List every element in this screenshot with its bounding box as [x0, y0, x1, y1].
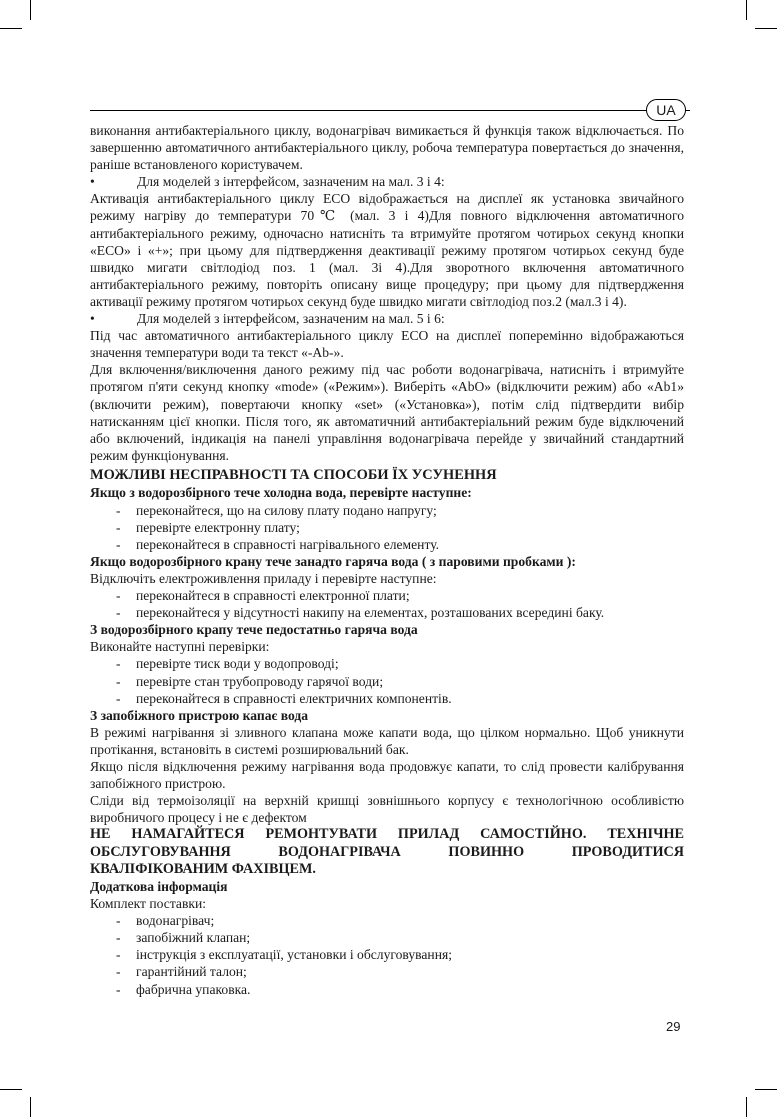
paragraph: Відключіть електроживлення приладу і перевірте наступне: — [90, 570, 437, 586]
paragraph: Якщо після відключення режиму нагрівання вода продовжує капати, то слід провести калібрування запобіжного пристрою. — [90, 758, 684, 792]
list-item: - фабрична упаковка. — [90, 981, 684, 998]
dash-list — [90, 587, 684, 621]
list-item: - перевірте стан трубопроводу гарячої води; — [90, 673, 684, 690]
subheading: З водорозбірного крапу тече педостатньо гаряча вода — [90, 622, 418, 638]
list-item: - гарантійний талон; — [90, 963, 684, 980]
paragraph: В режимі нагрівання зі зливного клапана може капати вода, що цілком нормально. Щоб уникнути протікання, встановіть в системі розширювальний бак. — [90, 724, 684, 757]
subheading: З запобіжного пристрою капає вода — [90, 707, 309, 723]
list-item: - переконайтеся, що на силову плату подано напругу; — [90, 502, 684, 519]
list-item: - запобіжний клапан; — [90, 929, 684, 946]
crop-mark — [746, 1097, 747, 1117]
list-item: - перевірте тиск води у водопроводі; — [90, 655, 684, 672]
paragraph: Для включення/виключення даного режиму під час роботи водонагрівача, натисніть і втримуйте протягом п'яти секунд кнопку «mode» («Режим»). Виберіть «AbO» (відключити режим) або «Ab1» (включити режим), повертаючи кнопку «set» («Установка»), потім слід підтвердити вибір натисканням цієї кнопки. Після того, як автоматичний антибактеріальний режим буде відключений або включений, індикація на панелі управління водонагрівача перейде у звичайний стандартний режим функціонування. — [90, 362, 684, 463]
bullet-marker: • — [90, 174, 95, 190]
list-item: - переконайтеся у відсутності накипу на елементах, розташованих всередині баку. — [90, 604, 684, 621]
bullet-paragraph — [90, 173, 684, 190]
subheading: Додаткова інформація — [90, 878, 228, 894]
bullet-paragraph — [90, 310, 684, 327]
paragraph: виконання антибактеріального циклу, водонагрівач вимикається й функція також відключається. По завершенню автоматичного антибактеріального циклу, робоча температура повертається до значення, раніше встановленого користувачем. — [90, 123, 684, 173]
paragraph: Виконайте наступні перевірки: — [90, 639, 270, 655]
header-rule — [90, 110, 690, 111]
language-badge: UA — [646, 99, 686, 121]
crop-mark — [755, 28, 777, 29]
crop-mark — [0, 1089, 22, 1090]
list-item: - переконайтеся в справності електричних компонентів. — [90, 690, 684, 707]
list-item: - перевірте електронну плату; — [90, 519, 684, 536]
section-heading: МОЖЛИВІ НЕСПРАВНОСТІ ТА СПОСОБИ ЇХ УСУНЕННЯ — [90, 466, 497, 483]
dash-list — [90, 912, 684, 997]
list-item: - переконайтеся в справності нагрівального елементу. — [90, 536, 684, 553]
bullet-text: Для моделей з інтерфейсом, зазначеним на мал. 3 і 4: — [137, 174, 445, 190]
bullet-marker: • — [90, 311, 95, 327]
warning-notice: НЕ НАМАГАЙТЕСЯ РЕМОНТУВАТИ ПРИЛАД САМОСТІЙНО. ТЕХНІЧНЕ ОБСЛУГОВУВАННЯ ВОДОНАГРІВАЧА ПОВИННО ПРОВОДИТИСЯ КВАЛІФІКОВАНИМ ФАХІВЦЕМ. — [90, 826, 684, 877]
list-item: - інструкція з експлуатації, установки і обслуговування; — [90, 946, 684, 963]
bullet-text: Для моделей з інтерфейсом, зазначеним на мал. 5 і 6: — [137, 311, 445, 327]
paragraph: Під час автоматичного антибактеріального циклу ECO на дисплеї поперемінно відображаються значення температури води та текст «-Ab-». — [90, 328, 684, 361]
dash-list — [90, 502, 684, 553]
list-item: - переконайтеся в справності електронної плати; — [90, 587, 684, 604]
paragraph: Комплект поставки: — [90, 896, 207, 912]
dash-list — [90, 655, 684, 706]
crop-mark — [0, 28, 22, 29]
crop-mark — [746, 0, 747, 20]
list-item: - водонагрівач; — [90, 912, 684, 929]
crop-mark — [30, 0, 31, 20]
page-body — [90, 122, 684, 998]
paragraph: Сліди від термоізоляції на верхній кришці зовнішнього корпусу є технологічною особливістю виробничого процесу і не є дефектом — [90, 793, 684, 826]
crop-mark — [755, 1089, 777, 1090]
paragraph: Активація антибактеріального циклу ECO відображається на дисплеї як установка звичайного режиму нагріву до температури 70℃ (мал. 3 і 4)Для повного відключення автоматичного антибактеріального режиму, одночасно натисніть та втримуйте протягом чотирьох секунд кнопки «ECO» і «+»; при цьому для підтвердження деактивації режиму протягом чотирьох секунд буде швидко мигати світлодіод поз. 1 (мал. 3і 4).Для зворотного включення автоматичного антибактеріального режиму, повторіть описану вище процедуру; при цьому для підтвердження активації режиму протягом чотирьох секунд буде швидко мигати світлодіод поз.2 (мал.3 і 4). — [90, 191, 684, 309]
crop-mark — [30, 1097, 31, 1117]
subheading: Якщо з водорозбірного тече холодна вода, перевірте наступне: — [90, 485, 472, 501]
bold-paragraph: Якщо водорозбірного крану тече занадто гаряча вода ( з паровими пробками ): — [90, 553, 576, 569]
page-number: 29 — [666, 1019, 681, 1034]
